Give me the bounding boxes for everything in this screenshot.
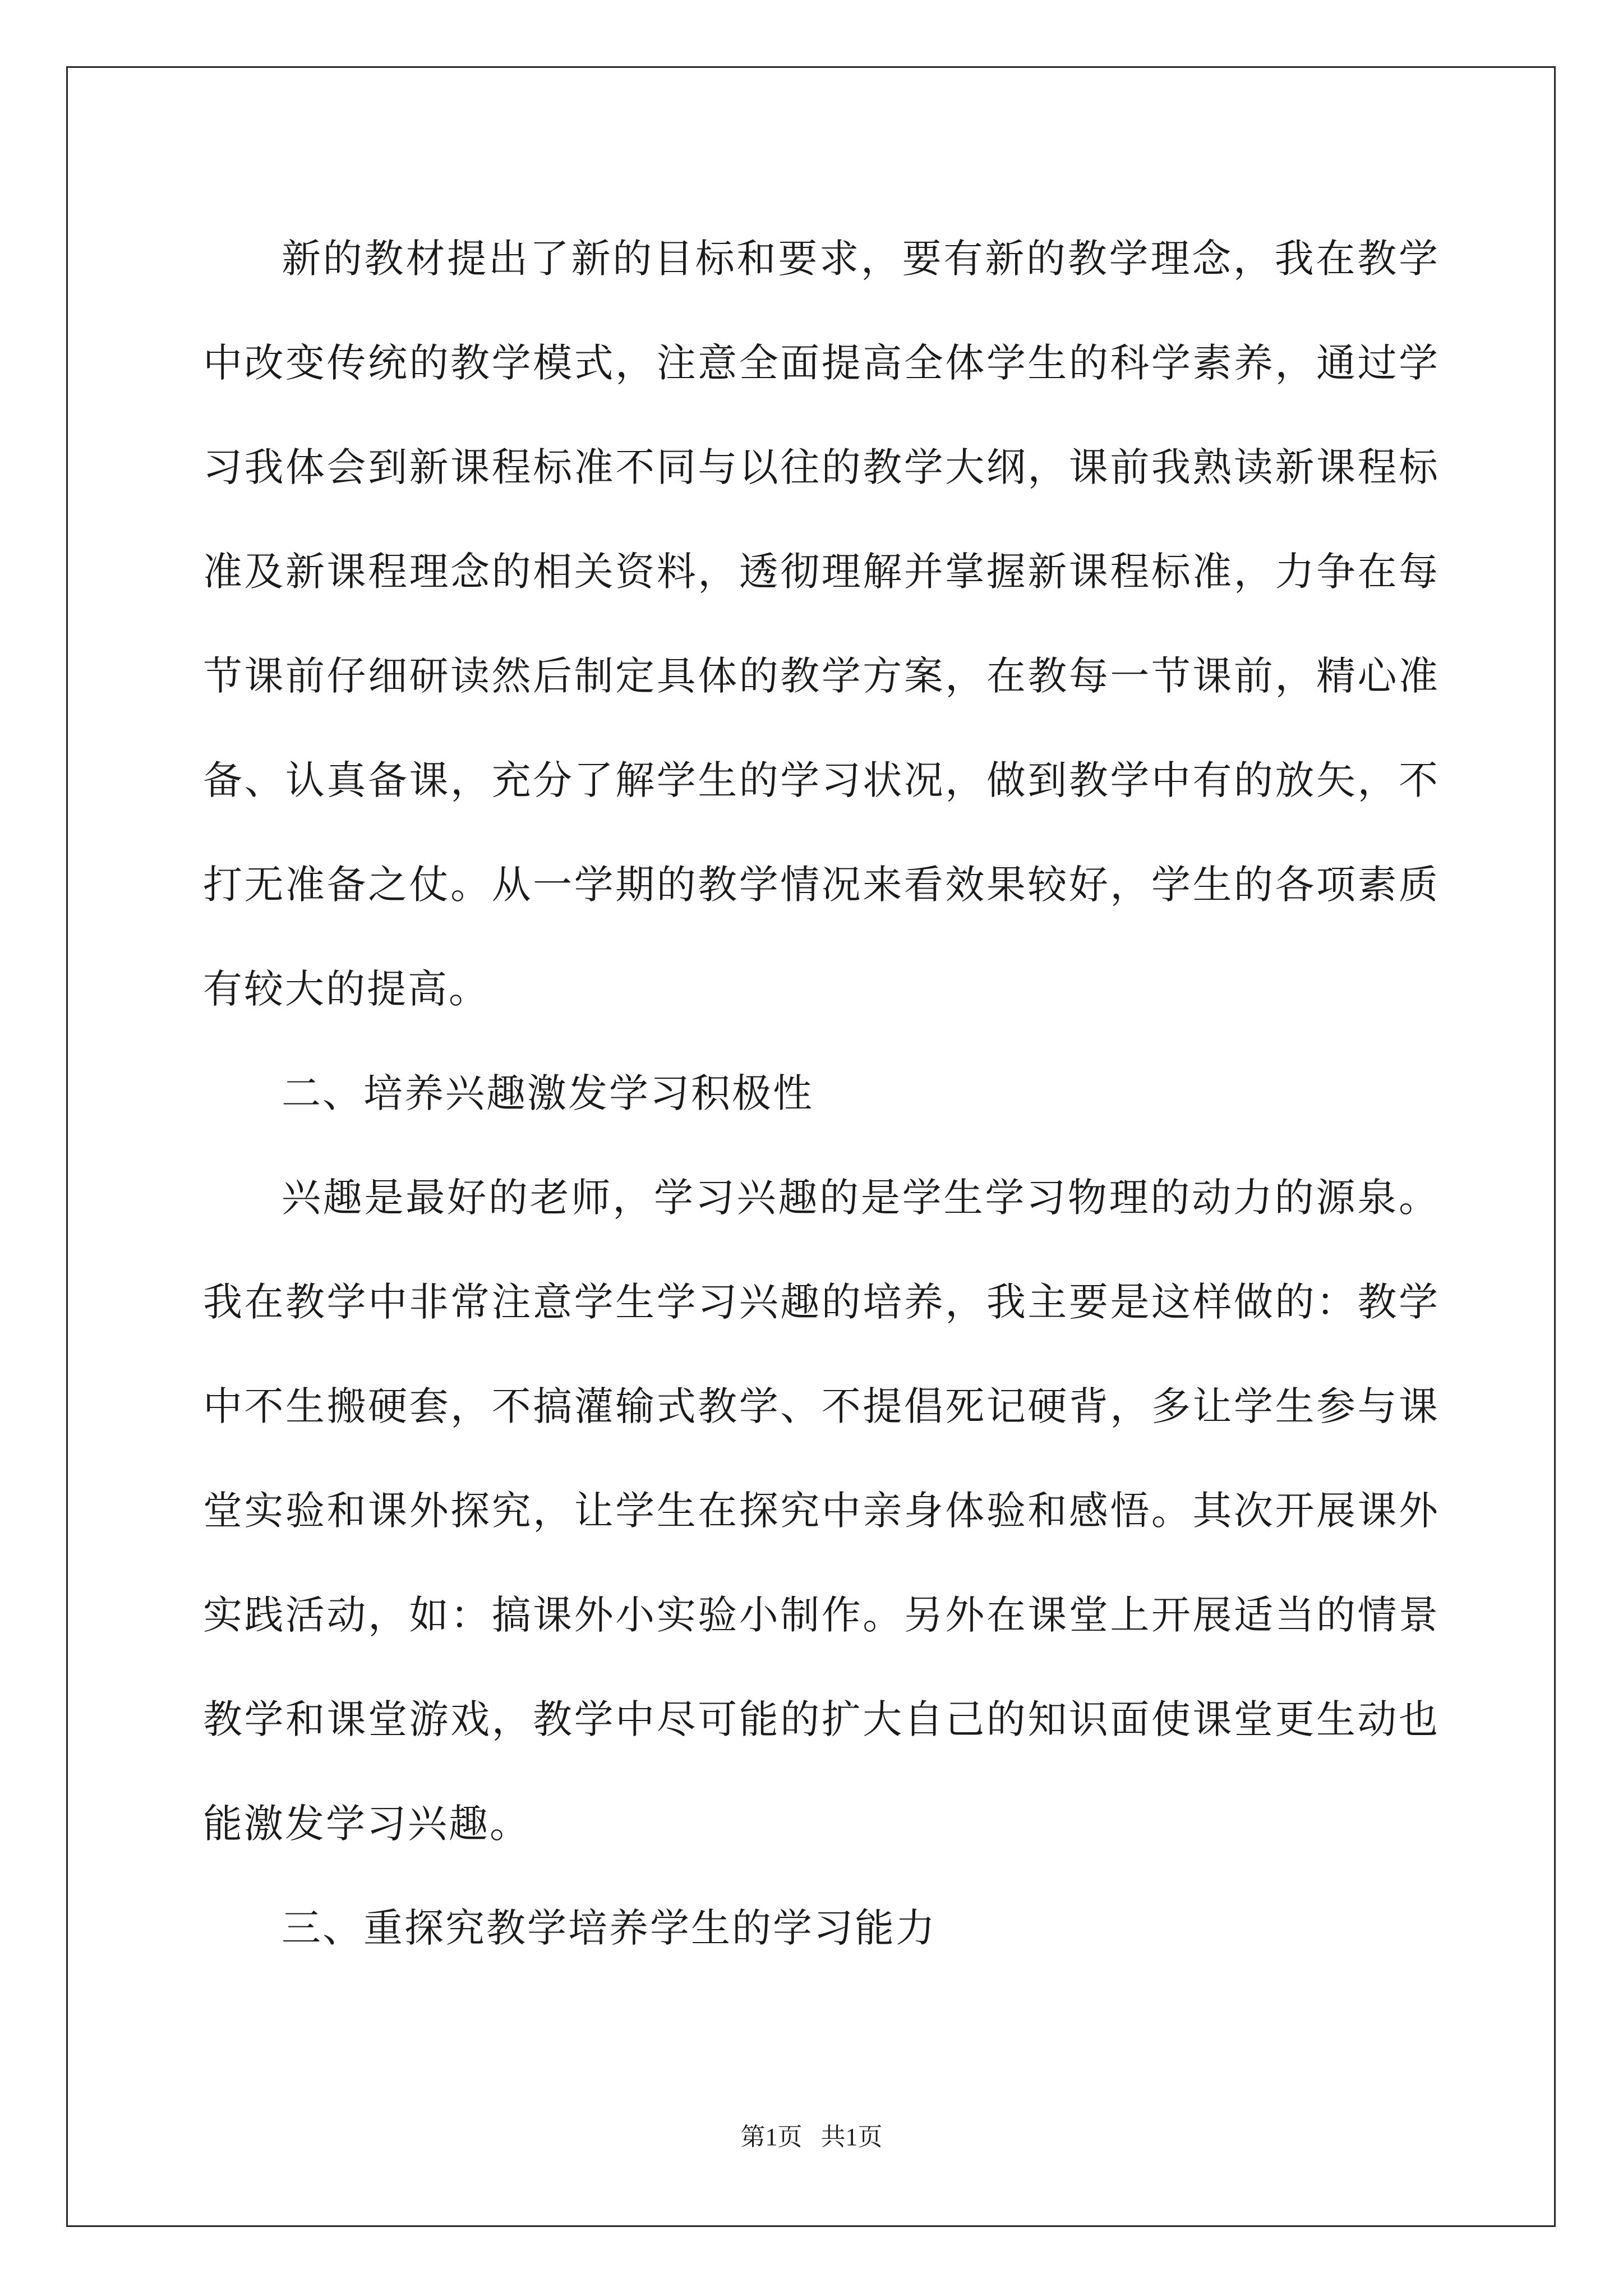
document-body	[203, 206, 1440, 1980]
page-total: 共1页	[820, 2123, 883, 2151]
page-number: 第1页	[740, 2123, 803, 2151]
paragraph-interest: 兴趣是最好的老师，学习兴趣的是学生学习物理的动力的源泉。我在教学中非常注意学生学习兴趣的培养，我主要是这样做的：教学中不生搬硬套，不搞灌输式教学、不提倡死记硬背，多让学生参与课堂实验和课外探究，让学生在探究中亲身体验和感悟。其次开展课外实践活动，如：搞课外小实验小制作。另外在课堂上开展适当的情景教学和课堂游戏，教学中尽可能的扩大自己的知识面使课堂更生动也能激发学习兴趣。	[203, 1175, 1440, 1847]
paragraph-teaching-philosophy: 新的教材提出了新的目标和要求，要有新的教学理念，我在教学中改变传统的教学模式，注意全面提高全体学生的科学素养，通过学习我体会到新课程标准不同与以往的教学大纲，课前我熟读新课程标准及新课程理念的相关资料，透彻理解并掌握新课程标准，力争在每节课前仔细研读然后制定具体的教学方案，在教每一节课前，精心准备、认真备课，充分了解学生的学习状况，做到教学中有的放矢，不打无准备之仗。从一学期的教学情况来看效果较好，学生的各项素质有较大的提高。	[203, 236, 1440, 1012]
section-heading-inquiry: 三、重探究教学培养学生的学习能力	[282, 1905, 937, 1951]
page-footer	[0, 2120, 1623, 2154]
section-heading-interest: 二、培养兴趣激发学习积极性	[282, 1070, 814, 1116]
